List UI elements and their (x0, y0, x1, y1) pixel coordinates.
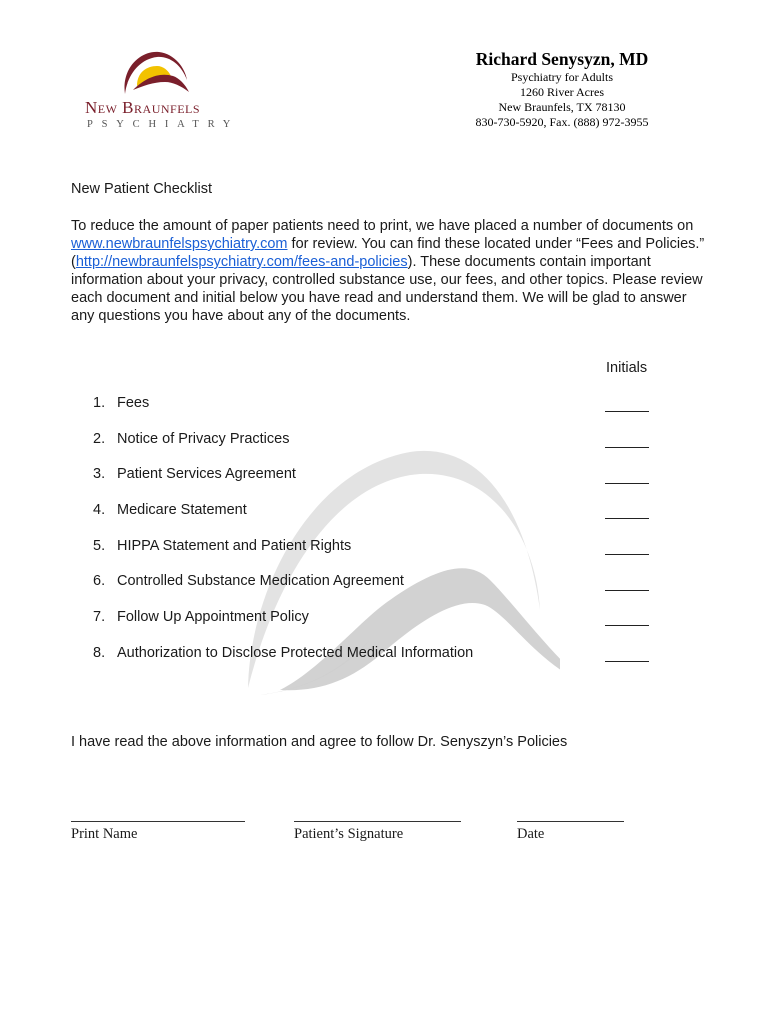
intro-text-1: To reduce the amount of paper patients need to print, we have placed a number of documents on (71, 218, 694, 234)
item-number: 2. (93, 431, 106, 447)
list-item (93, 645, 473, 661)
item-label: Follow Up Appointment Policy (117, 609, 309, 625)
item-label: Authorization to Disclose Protected Medical Information (117, 645, 474, 661)
initials-header: Initials (606, 360, 648, 376)
initials-blank[interactable] (605, 589, 649, 591)
list-item (93, 538, 351, 554)
list-item (93, 502, 247, 518)
practice-specialty: Psychiatry for Adults (511, 70, 613, 84)
fees-policies-link[interactable]: http://newbraunfelspsychiatry.com/fees-and-policies (75, 254, 408, 270)
item-label: Controlled Substance Medication Agreement (117, 573, 404, 589)
signature-line[interactable] (294, 821, 461, 822)
intro-text-2: for review. You can find these located under “Fees and Policies.” ( (71, 236, 705, 270)
sun-mountain-logo-icon (119, 46, 191, 98)
street-address: 1260 River Acres (520, 85, 604, 99)
item-label: Fees (117, 395, 150, 411)
signature-label: Patient’s Signature (294, 826, 404, 842)
list-item (93, 609, 309, 625)
initials-blank[interactable] (605, 553, 649, 555)
list-item (93, 431, 289, 447)
item-number: 4. (93, 502, 106, 518)
letterhead (452, 48, 672, 130)
date-line[interactable] (517, 821, 624, 822)
logo-name: New Braunfels (85, 98, 201, 117)
item-number: 8. (93, 645, 106, 661)
initials-blank[interactable] (605, 624, 649, 626)
item-label: Notice of Privacy Practices (117, 431, 290, 447)
item-label: Patient Services Agreement (117, 466, 296, 482)
document-title: New Patient Checklist (71, 181, 213, 197)
print-name-line[interactable] (71, 821, 245, 822)
item-number: 1. (93, 395, 106, 411)
item-number: 6. (93, 573, 106, 589)
intro-text-3: ). These documents contain important information about your privacy, controlled substance use, our fees, and other topics. Please review each document and initial below you have read and understand them. We will be glad to answer any questions you have about any of the documents. (71, 254, 703, 324)
phone-fax: 830-730-5920, Fax. (888) 972-3955 (475, 115, 649, 129)
city-state-zip: New Braunfels, TX 78130 (498, 100, 626, 114)
list-item (93, 466, 296, 482)
practice-logo (85, 46, 240, 131)
logo-subtitle: PSYCHIATRY (87, 119, 240, 130)
item-number: 3. (93, 466, 106, 482)
item-label: Medicare Statement (117, 502, 247, 518)
website-link[interactable]: www.newbraunfelspsychiatry.com (71, 236, 288, 252)
item-label: HIPPA Statement and Patient Rights (117, 538, 352, 554)
list-item (93, 395, 149, 411)
item-number: 7. (93, 609, 106, 625)
initials-blank[interactable] (605, 660, 649, 662)
doctor-name: Richard Senysyzn, MD (475, 49, 649, 69)
item-number: 5. (93, 538, 106, 554)
intro-paragraph (71, 217, 711, 325)
initials-blank[interactable] (605, 410, 649, 412)
initials-blank[interactable] (605, 517, 649, 519)
initials-blank[interactable] (605, 446, 649, 448)
list-item (93, 573, 404, 589)
date-label: Date (517, 826, 545, 842)
agreement-statement: I have read the above information and agree to follow Dr. Senyszyn’s Policies (71, 734, 568, 750)
print-name-label: Print Name (71, 826, 138, 842)
initials-blank[interactable] (605, 482, 649, 484)
